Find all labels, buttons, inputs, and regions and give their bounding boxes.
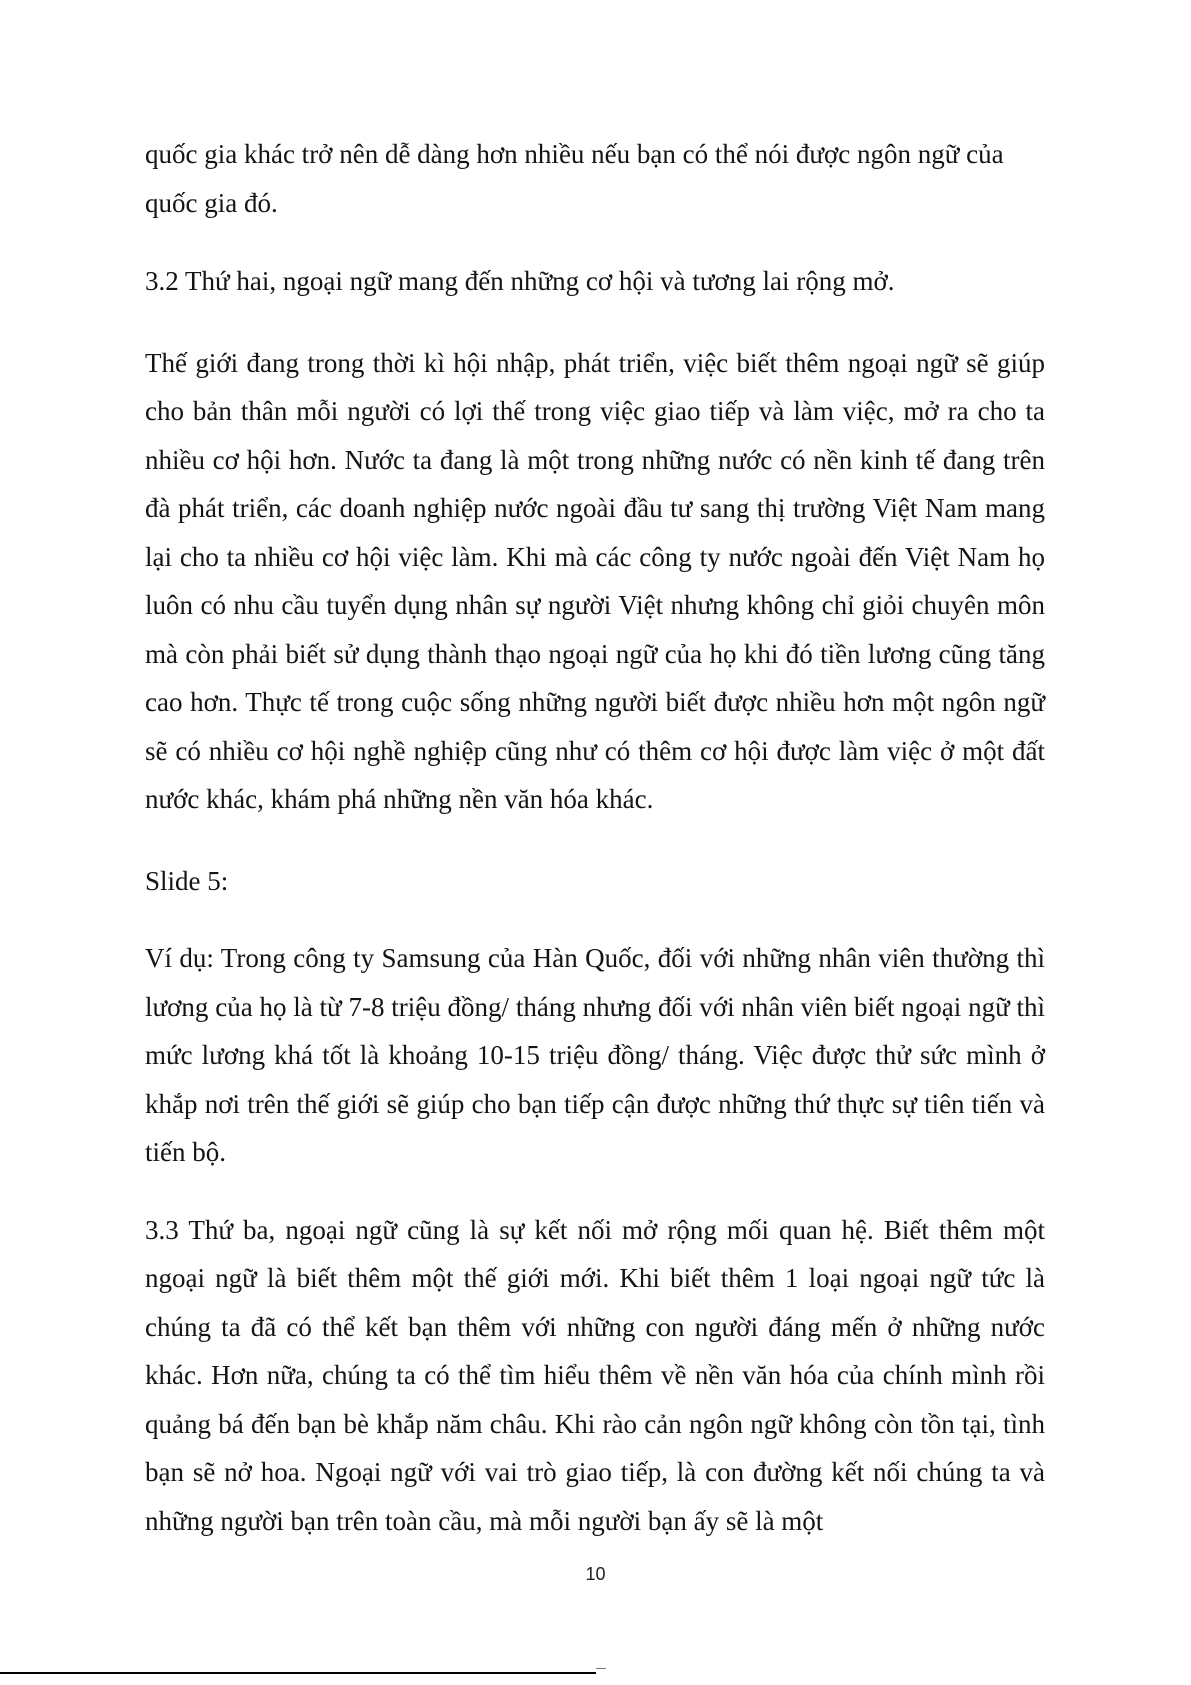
paragraph-section-3-3: 3.3 Thứ ba, ngoại ngữ cũng là sự kết nối mở rộng mối quan hệ. Biết thêm một ngoại ngữ là biết thêm một thế giới mới. Khi biết thêm 1 loại ngoại ngữ tức là chúng ta đã có thể kết bạn thêm với những con người đáng mến ở những nước khác. Hơn nữa, chúng ta có thể tìm hiểu thêm về nền văn hóa của chính mình rồi quảng bá đến bạn bè khắp năm châu. Khi rào cản ngôn ngữ không còn tồn tại, tình bạn sẽ nở hoa. Ngoại ngữ với vai trò giao tiếp, là con đường kết nối chúng ta và những người bạn trên toàn cầu, mà mỗi người bạn ấy sẽ là một <box>145 1214 1045 1536</box>
document-body <box>145 130 1045 1545</box>
paragraph-opportunities: Thế giới đang trong thời kì hội nhập, phát triển, việc biết thêm ngoại ngữ sẽ giúp cho bản thân mỗi người có lợi thế trong việc giao tiếp và làm việc, mở ra cho ta nhiều cơ hội hơn. Nước ta đang là một trong những nước có nền kinh tế đang trên đà phát triển, các doanh nghiệp nước ngoài đầu tư sang thị trường Việt Nam mang lại cho ta nhiều cơ hội việc làm. Khi mà các công ty nước ngoài đến Việt Nam họ luôn có nhu cầu tuyển dụng nhân sự người Việt nhưng không chỉ giỏi chuyên môn mà còn phải biết sử dụng thành thạo ngoại ngữ của họ khi đó tiền lương cũng tăng cao hơn. Thực tế trong cuộc sống những người biết được nhiều hơn một ngôn ngữ sẽ có nhiều cơ hội nghề nghiệp cũng như có thêm cơ hội được làm việc ở một đất nước khác, khám phá những nền văn hóa khác. <box>145 347 1045 814</box>
page-number: 10 <box>585 1564 606 1584</box>
bottom-divider-tick <box>596 1668 606 1675</box>
section-heading-3-2: 3.2 Thứ hai, ngoại ngữ mang đến những cơ hội và tương lai rộng mở. <box>145 266 895 296</box>
slide-label: Slide 5: <box>145 865 229 896</box>
paragraph-example: Ví dụ: Trong công ty Samsung của Hàn Quốc, đối với những nhân viên thường thì lương của họ là từ 7-8 triệu đồng/ tháng nhưng đối với nhân viên biết ngoại ngữ thì mức lương khá tốt là khoảng 10-15 triệu đồng/ tháng. Việc được thử sức mình ở khắp nơi trên thế giới sẽ giúp cho bạn tiếp cận được những thứ thực sự tiên tiến và tiến bộ. <box>145 943 1045 1167</box>
paragraph-continuation: quốc gia khác trở nên dễ dàng hơn nhiều nếu bạn có thể nói được ngôn ngữ của quốc gia đó. <box>145 139 1004 218</box>
bottom-divider <box>0 1672 596 1674</box>
